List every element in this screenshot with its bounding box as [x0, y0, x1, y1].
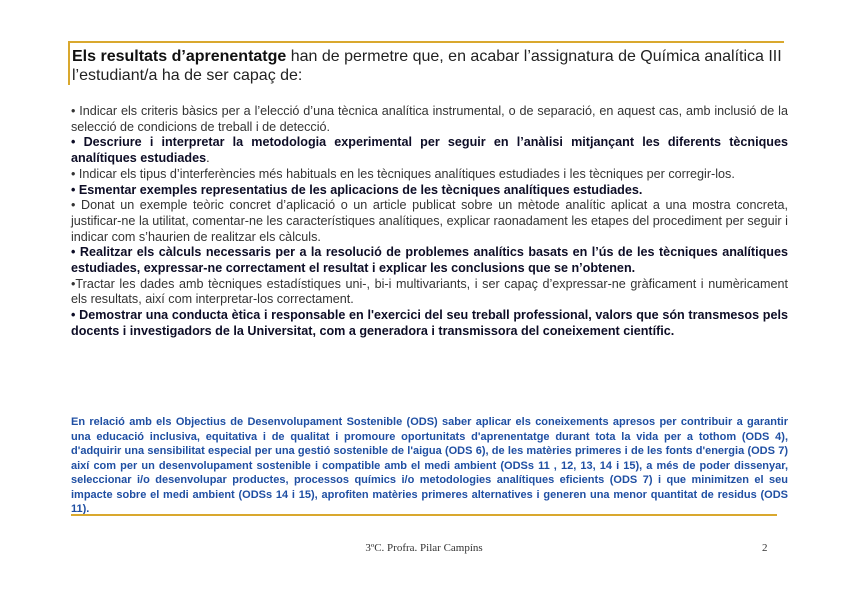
title-lead: Els resultats d’aprenentatge [72, 48, 287, 65]
objective-item: •Tractar les dades amb tècniques estadístiques uni-, bi-i multivariants, i ser capaç d’expressar-ne gràficament i numèricament els resultats, així com interpretar-los correctament. [71, 276, 788, 307]
page-number: 2 [762, 542, 768, 554]
objective-item: • Indicar els criteris bàsics per a l’elecció d’una tècnica analítica instrumental, o de separació, en aquest cas, amb inclusió de la selecció de condicions de treball i de detecció. [71, 104, 788, 134]
objective-item: • Realitzar els càlculs necessaris per a la resolució de problemes analítics basats en l’ús de les tècniques analítiques estudiades, expressar-ne correctament el resultat i explicar les conclusions que se n’obtenen. [71, 245, 788, 276]
objective-item: • Descriure i interpretar la metodologia experimental per seguir en l’anàlisi mitjançant les diferents tècniques analítiques estudiades. [71, 135, 788, 166]
bottom-divider [71, 514, 777, 516]
objective-item: • Demostrar una conducta ètica i responsable en l'exercici del seu treball professional, valors que són transmesos pels docents i investigadors de la Universitat, com a generadora i transmissora del coneixement científic. [71, 308, 788, 338]
ods-paragraph: En relació amb els Objectius de Desenvolupament Sostenible (ODS) saber aplicar els coneixements apresos per contribuir a garantir una educació inclusiva, equitativa i de qualitat i promoure oportunitats d'aprenentatge durant tota la vida per a tothom (ODS 4), d'adquirir una sensibilitat especial per una gestió sostenible de l'aigua (ODS 6), de les matèries primeres i de les fonts d'energia (ODS 7) així com per un desenvolupament sostenible i compatible amb el medi ambient (ODSs 11 , 12, 13, 14 i 15), a més de poder dissenyar, seleccionar i/o desenvolupar productes, processos químics i/o metodologies analítiques eficients (ODS 7) i que minimitzen el seu impacte sobre el medi ambient (ODSs 14 i 15), aprofiten matèries primeres alternatives i generen una menor quantitat de residus (ODS 11). [71, 416, 788, 515]
objective-item: • Indicar els tipus d’interferències més habituals en les tècniques analítiques estudiades i les tècniques per corregir-los. [71, 166, 735, 181]
objectives-list [71, 104, 788, 340]
title-rest: han de permetre que, en acabar l’assignatura de Química analítica III l’estudiant/a ha de ser capaç de: [72, 48, 782, 84]
objective-item: • Esmentar exemples representatius de les aplicacions de les tècniques analítiques estudiades. [71, 182, 643, 197]
footer-author: 3ºC. Profra. Pilar Campíns [365, 542, 483, 554]
slide-title [68, 41, 784, 85]
objective-item: • Donat un exemple teòric concret d’aplicació o un article publicat sobre un mètode analític aplicat a una mostra concreta, justificar-ne la utilitat, comentar-ne les característiques analítiques, explicar raonadament les etapes del procediment per seguir i indicar com s’haurien de realitzar els càlculs. [71, 198, 788, 244]
